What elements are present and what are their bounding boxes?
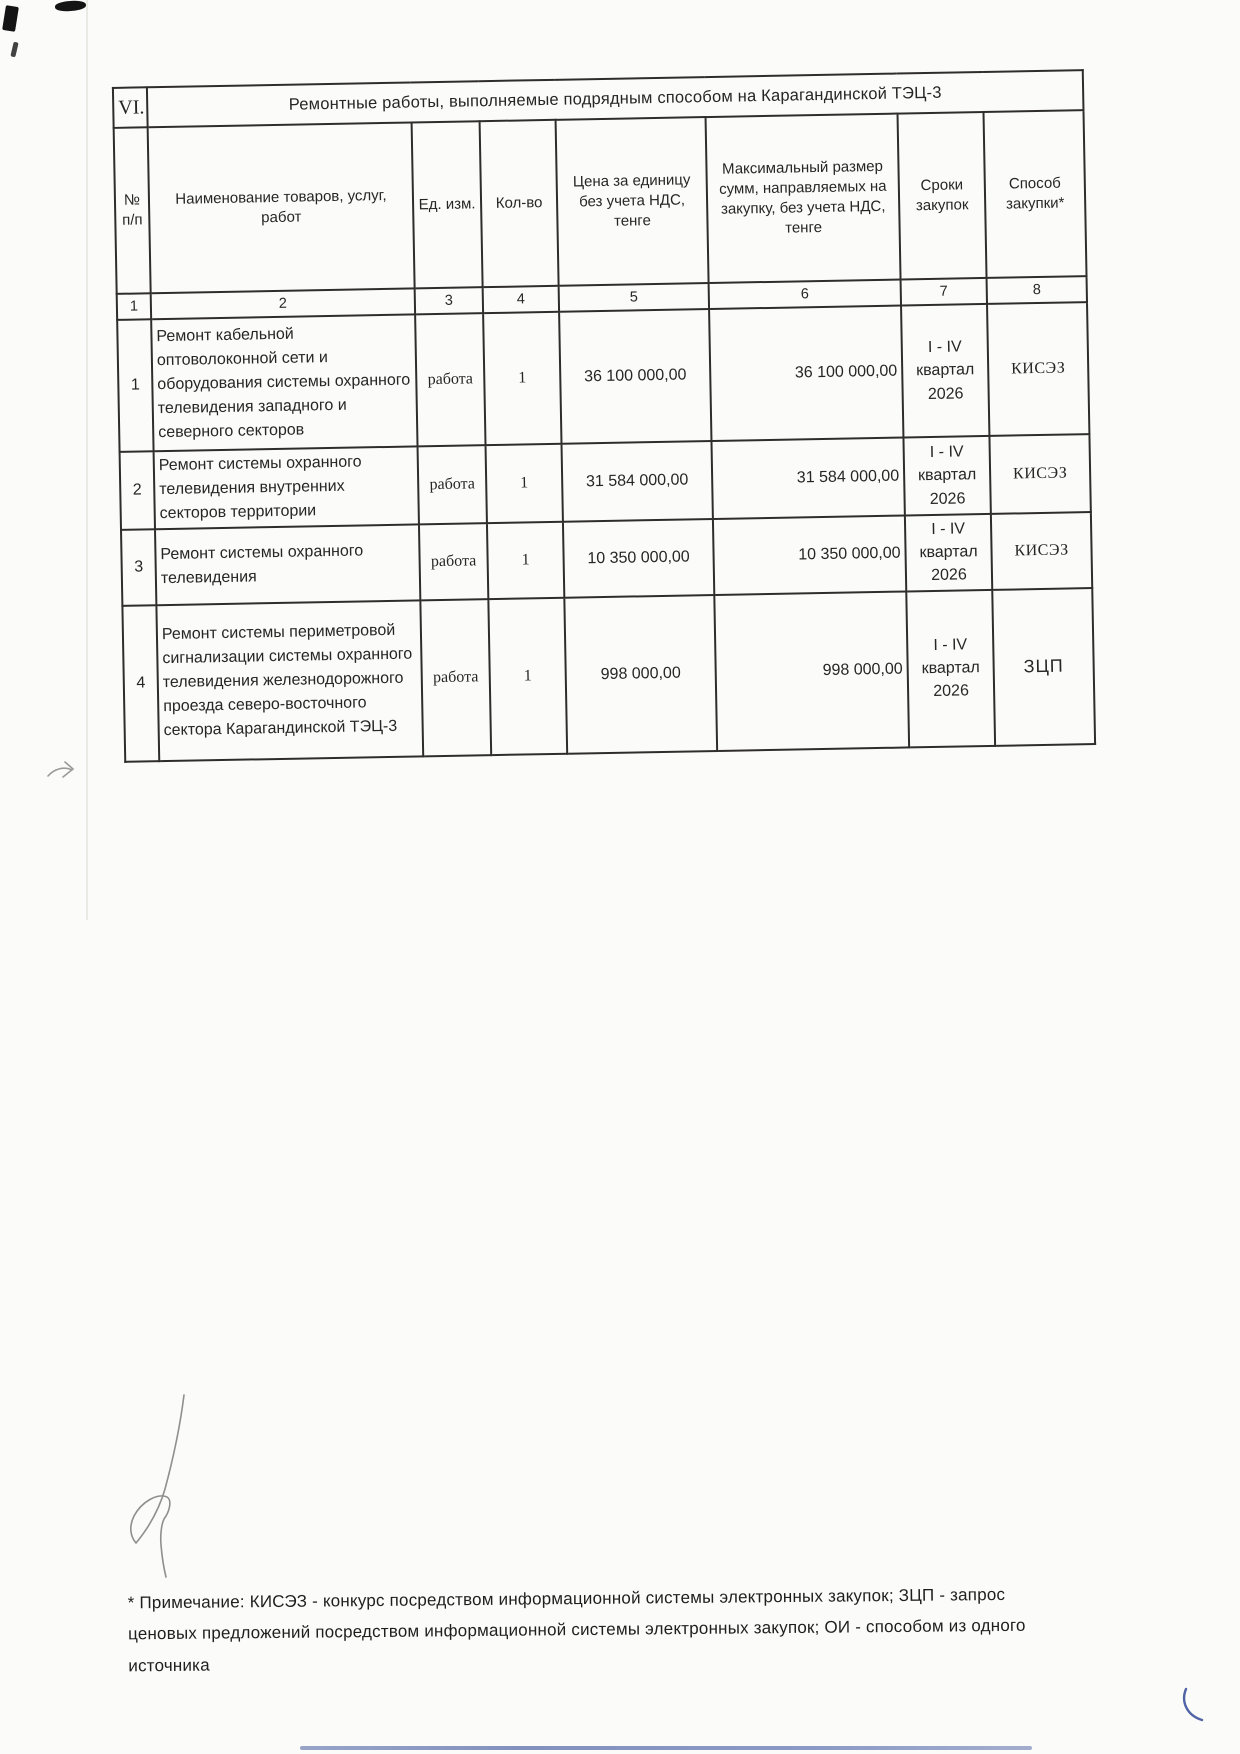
paper-edge-streak <box>86 0 88 920</box>
col-header-unit-price: Цена за единицу без учета НДС, тенге <box>556 117 709 286</box>
row-method: КИСЭЗ <box>991 512 1092 589</box>
procurement-table <box>112 69 1096 762</box>
col-num: 7 <box>901 278 987 306</box>
col-num: 3 <box>415 287 483 314</box>
row-qty: 1 <box>486 444 563 523</box>
section-number: VI. <box>113 87 148 128</box>
footnote: * Примечание: КИСЭЗ - конкурс посредством информационной системы электронных закупок; ЗЦП - запрос ценовых предложений посредством информационной системы электронных закупок; ОИ - способом из одного источника <box>127 1584 1026 1676</box>
row-period: I - IV квартал 2026 <box>905 514 992 591</box>
pen-mark-blue <box>1178 1683 1220 1727</box>
col-header-method: Способ закупки* <box>983 110 1086 278</box>
col-num: 2 <box>151 288 415 319</box>
col-header-no: № п/п <box>114 127 151 294</box>
row-max-sum: 36 100 000,00 <box>709 306 903 441</box>
row-name: Ремонт системы охранного телевидения внутренних секторов территории <box>154 446 419 529</box>
row-method: КИСЭЗ <box>987 302 1089 436</box>
col-num: 5 <box>559 283 709 312</box>
row-name: Ремонт системы охранного телевидения <box>155 524 420 604</box>
row-name: Ремонт системы периметровой сигнализации системы охранного телевидения железнодорожного проезда северо-восточного сектора Карагандинской ТЭЦ-3 <box>156 600 423 761</box>
row-unit-price: 998 000,00 <box>564 595 717 754</box>
row-no: 1 <box>117 319 153 452</box>
scan-blot-top <box>55 0 87 12</box>
col-num: 1 <box>117 293 151 320</box>
row-period: I - IV квартал 2026 <box>906 589 995 747</box>
row-unit-price: 10 350 000,00 <box>563 519 714 597</box>
row-no: 3 <box>121 529 156 605</box>
col-num: 4 <box>483 286 559 313</box>
scan-blot-small <box>10 42 18 58</box>
col-header-unit: Ед. изм. <box>412 121 483 288</box>
row-qty: 1 <box>483 312 561 445</box>
section-title: Ремонтные работы, выполняемые подрядным способом на Карагандинской ТЭЦ-3 <box>147 70 1084 127</box>
col-num: 6 <box>709 280 901 310</box>
bottom-blue-line <box>300 1746 1032 1750</box>
row-period: I - IV квартал 2026 <box>903 436 990 516</box>
procurement-table-section <box>112 69 1094 762</box>
row-unit: работа <box>418 445 487 524</box>
col-header-name: Наименование товаров, услуг, работ <box>148 122 415 293</box>
scan-blot-top-left <box>2 5 19 32</box>
row-no: 4 <box>122 605 159 762</box>
col-header-period: Сроки закупок <box>898 112 987 280</box>
row-method: КИСЭЗ <box>989 434 1090 514</box>
row-max-sum: 10 350 000,00 <box>713 515 906 594</box>
table-row <box>122 588 1095 762</box>
table-row <box>117 302 1089 452</box>
pen-doodle-left-margin <box>44 750 78 794</box>
row-no: 2 <box>120 451 155 530</box>
row-period: I - IV квартал 2026 <box>901 304 989 438</box>
row-qty: 1 <box>488 597 567 754</box>
row-max-sum: 31 584 000,00 <box>711 437 904 519</box>
row-unit-price: 31 584 000,00 <box>562 441 713 522</box>
row-unit: работа <box>415 313 485 446</box>
row-unit: работа <box>419 523 488 600</box>
col-header-max-sum: Максимальный размер сумм, направляемых на закупку, без учета НДС, тенге <box>706 114 901 283</box>
row-max-sum: 998 000,00 <box>714 591 909 750</box>
col-num: 8 <box>987 276 1088 304</box>
signature-pen-mark <box>120 1393 216 1579</box>
row-qty: 1 <box>487 522 564 599</box>
row-name: Ремонт кабельной оптоволоконной сети и оборудования системы охранного телевидения западного и северного секторов <box>151 314 417 451</box>
col-header-qty: Кол-во <box>480 120 559 287</box>
column-header-row <box>114 110 1087 294</box>
row-unit-price: 36 100 000,00 <box>559 309 711 444</box>
row-method: ЗЦП <box>992 588 1095 746</box>
row-unit: работа <box>420 599 491 756</box>
